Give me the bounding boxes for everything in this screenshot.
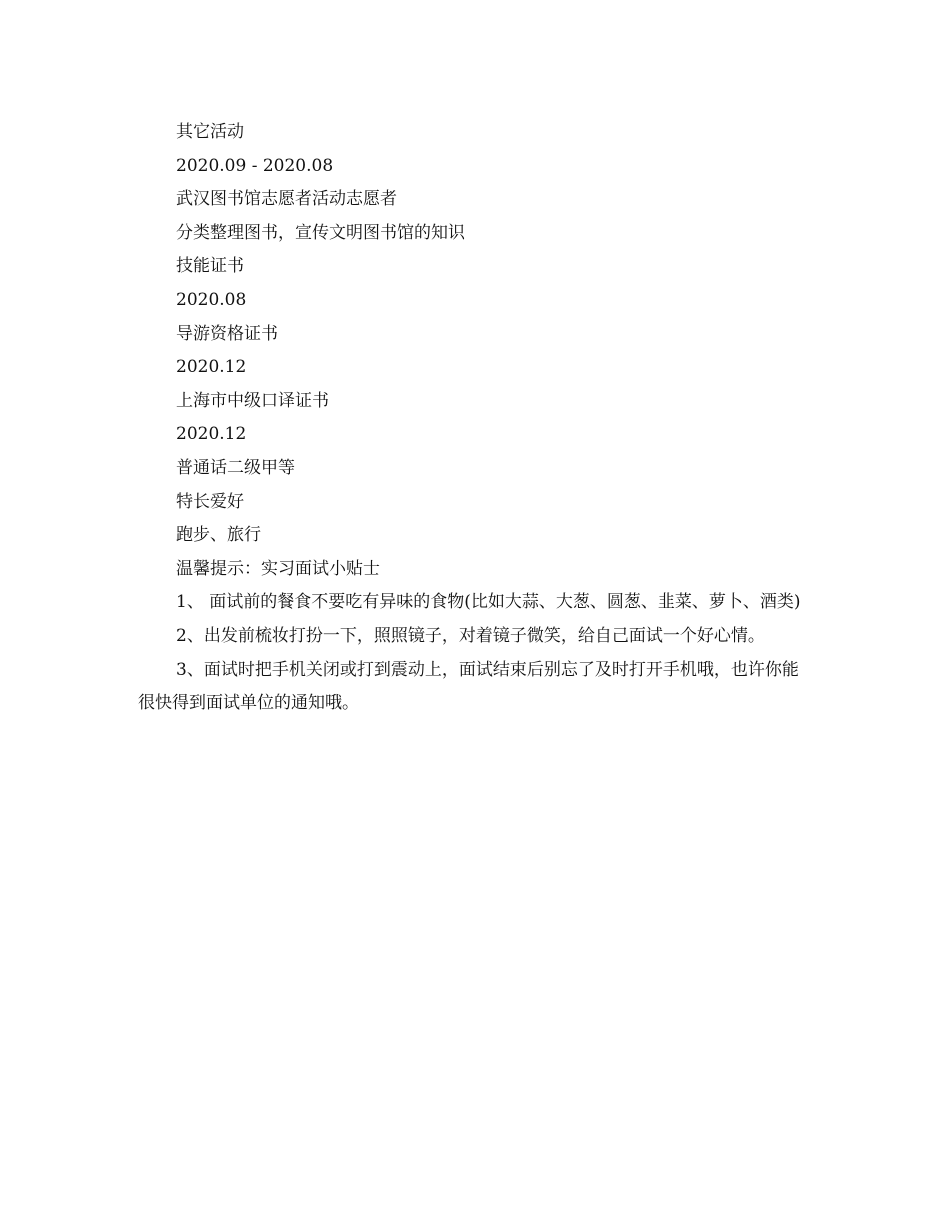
section-heading-hobbies: 特长爱好 xyxy=(176,491,244,512)
tips-heading: 温馨提示：实习面试小贴士 xyxy=(176,558,380,579)
certificate-name-1: 导游资格证书 xyxy=(176,323,278,344)
certificate-name-2: 上海市中级口译证书 xyxy=(176,390,329,411)
tip-paragraph-1: 1、 面试前的餐食不要吃有异味的食物(比如大蒜、大葱、圆葱、韭菜、萝卜、酒类) xyxy=(176,592,801,613)
certificate-date-3: 2020.12 xyxy=(176,424,247,445)
tip-paragraph-2: 2、出发前梳妆打扮一下，照照镜子，对着镜子微笑，给自己面试一个好心情。 xyxy=(176,625,765,646)
activity-description: 分类整理图书，宣传文明图书馆的知识 xyxy=(176,222,465,243)
certificate-date-2: 2020.12 xyxy=(176,357,247,378)
certificate-name-3: 普通话二级甲等 xyxy=(176,457,295,478)
activity-date-range: 2020.09 - 2020.08 xyxy=(176,155,334,176)
section-heading-other-activities: 其它活动 xyxy=(176,122,244,142)
section-heading-certificates: 技能证书 xyxy=(176,256,244,277)
document-body xyxy=(138,116,838,721)
hobbies-text: 跑步、旅行 xyxy=(176,525,261,546)
activity-title: 武汉图书馆志愿者活动志愿者 xyxy=(176,189,397,210)
tip-paragraph-3: 3、面试时把手机关闭或打到震动上，面试结束后别忘了及时打开手机哦，也许你能很快得到面试单位的通知哦。 xyxy=(138,659,799,714)
certificate-date-1: 2020.08 xyxy=(176,289,247,310)
